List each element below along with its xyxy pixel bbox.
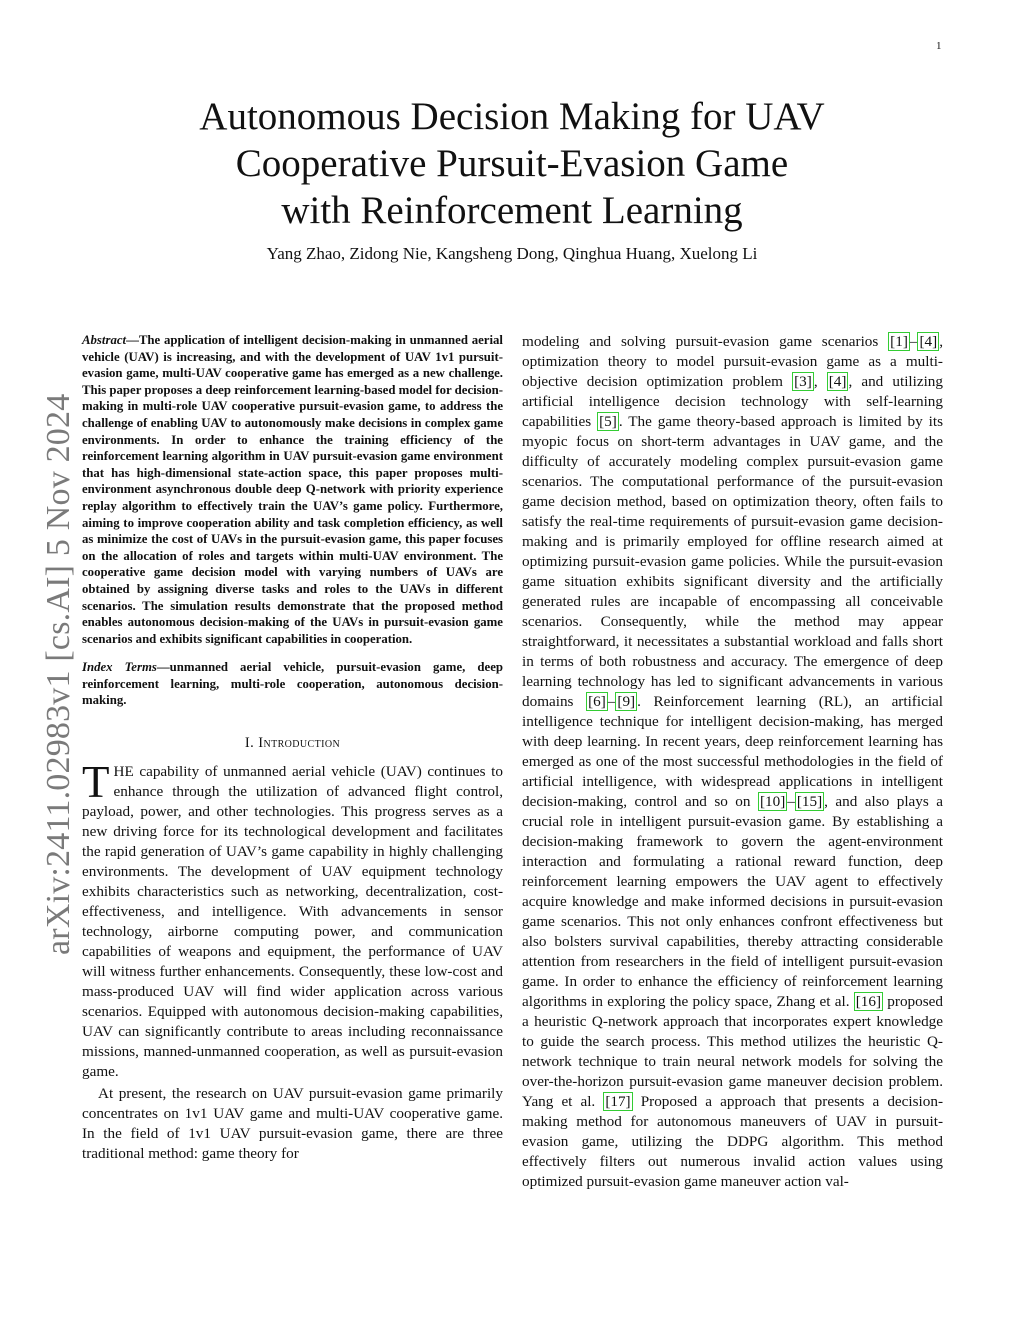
right-column: [522, 332, 943, 1192]
citation-link[interactable]: [16]: [855, 993, 882, 1010]
title-line-2: Cooperative Pursuit-Evasion Game: [235, 142, 789, 185]
citation-link[interactable]: [5]: [599, 413, 617, 430]
title-line-1: Autonomous Decision Making for UAV: [199, 95, 825, 138]
text-run: , and utilizing artificial intelligence decision technology with self-learning capabilities: [522, 373, 943, 430]
text-run: proposed a heuristic Q-network approach that incorporates expert knowledge to guide the search process. This method utilizes the heuristic Q-network technique to train neural network models for solving the over-the-horizon pursuit-evasion game maneuver decision problem. Yang et al.: [522, 993, 943, 1110]
abstract-text: —The application of intelligent decision-making in unmanned aerial vehicle (UAV) is increasing, and with the development of UAV 1v1 pursuit-evasion game, multi-UAV cooperative game has emerged as a new challenge. This paper proposes a deep reinforcement learning-based model for decision-making in multi-role UAV cooperative pursuit-evasion game, to address the challenge of enabling UAV to autonomously make decisions in complex game environments. In order to enhance the training efficiency of the reinforcement learning algorithm in UAV pursuit-evasion game environment that has high-dimensional state-action space, this paper proposes multi-environment asynchronous double deep Q-network with priority experience replay algorithm to effectively train the UAV’s game policy. Furthermore, aiming to improve cooperation ability and task completion efficiency, as well as minimize the cost of UAVs in the pursuit-evasion game, this paper focuses on the allocation of roles and targets within multi-UAV environment. The cooperative game decision model with varying numbers of UAVs are obtained by assigning diverse tasks and roles to the UAVs in different scenarios. The simulation results demonstrate that the proposed method enables autonomous decision-making of the UAVs in pursuit-evasion game scenarios and exhibits significant capabilities in cooperation.: [82, 333, 503, 646]
index-terms: [82, 659, 503, 709]
page-number: 1: [936, 40, 942, 52]
citation-link[interactable]: [4]: [919, 333, 938, 350]
paper-title: [130, 93, 894, 234]
intro-paragraph-2: At present, the research on UAV pursuit-evasion game primarily concentrates on 1v1 UAV game and multi-UAV cooperative game. In the field of 1v1 UAV pursuit-evasion game, there are three traditional method: game theory for: [82, 1085, 503, 1163]
citation-link[interactable]: [9]: [617, 693, 636, 710]
citation-link[interactable]: [6]: [588, 693, 606, 710]
citation-link[interactable]: [15]: [796, 793, 823, 810]
citation-link[interactable]: [3]: [794, 373, 812, 390]
arxiv-identifier: arXiv:2411.02983v1 [cs.AI] 5 Nov 2024: [40, 393, 77, 955]
title-line-3: with Reinforcement Learning: [281, 189, 743, 232]
intro-paragraph-1: [82, 757, 503, 1082]
drop-cap: T: [82, 757, 110, 808]
text-run: , and also plays a crucial role in intelligent pursuit-evasion game. By establishing a decision-making framework to govern the agent-environment interaction and formulating a rational reward function, deep reinforcement learning empowers the UAV agent to effectively acquire knowledge and make informed decisions in pursuit-evasion game scenarios. This not only enhances confront effectiveness but also bolsters survival capabilities, thereby attracting considerable attention from researchers in the field of intelligent pursuit-evasion game. In order to enhance the efficiency of reinforcement learning algorithms in exploring the policy space, Zhang et al.: [522, 793, 943, 1010]
text-run: Proposed a approach that presents a decision-making method for autonomous maneuvers of UAV in pursuit-evasion game, utilizing the DDPG algorithm. This method effectively filters out numerous invalid action values using optimized pursuit-evasion game maneuver action val-: [522, 1093, 943, 1190]
abstract-label: Abstract: [82, 333, 127, 347]
text-run: –: [787, 793, 795, 810]
text-run: . The game theory-based approach is limited by its myopic focus on short-term advantages in UAV game, and the difficulty of accurately modeling complex pursuit-evasion game scenarios. The computational performance of the pursuit-evasion game decision method, based on optimization theory, often fails to satisfy the real-time requirements of pursuit-evasion game decision-making and is primarily employed for offline research aimed at optimizing pursuit-evasion game policies. While the pursuit-evasion game situation exhibits significant diversity and the artificially generated rules are incapable of encompassing all conceivable scenarios. Consequently, while the method may appear straightforward, it necessitates a substantial workload and falls short in terms of both robustness and accuracy. The emergence of deep learning technology has led to significant advancements in various domains: [522, 413, 943, 710]
index-terms-label: Index Terms: [82, 660, 157, 675]
section-number: I.: [244, 735, 255, 752]
citation-link[interactable]: [10]: [759, 793, 786, 810]
right-column-text: [522, 332, 943, 1192]
index-terms-text: —unmanned aerial vehicle, pursuit-evasion game, deep reinforcement learning, multi-role cooperation, autonomous decision-making.: [82, 660, 503, 708]
text-run: –: [909, 333, 918, 350]
abstract: [82, 332, 503, 647]
text-run: , optimization theory to model pursuit-evasion game as a multi-objective decision optimization problem: [522, 333, 943, 390]
text-run: –: [607, 693, 616, 710]
citation-link[interactable]: [1]: [890, 333, 908, 350]
left-column: [82, 332, 503, 1164]
section-heading: [82, 735, 503, 752]
text-run: . Reinforcement learning (RL), an artificial intelligence technique for intelligent decision-making, has merged with deep learning. In recent years, deep reinforcement learning has emerged as one of the most successful methodologies in the field of artificial intelligence, with widespread applications in intelligent decision-making, control and so on: [522, 693, 944, 810]
citation-link[interactable]: [17]: [605, 1093, 631, 1110]
author-list: Yang Zhao, Zidong Nie, Kangsheng Dong, Qinghua Huang, Xuelong Li: [266, 244, 758, 263]
citation-link[interactable]: [4]: [828, 373, 847, 390]
intro-paragraph-1-text: HE capability of unmanned aerial vehicle (UAV) continues to enhance through the utilization of advanced flight control, payload, power, and other technologies. This progress serves as a new driving force for its technological development and facilitates the rapid generation of UAV’s game capability in highly challenging environments. The development of UAV equipment technology exhibits characteristics such as networking, decentralization, cost-effectiveness, and intelligence. With advancements in sensor technology, airborne computing power, and communication capabilities of weapons and equipment, the performance of UAV will witness further enhancements. Consequently, these low-cost and mass-produced UAV will find wider application across various scenarios. Equipped with autonomous decision-making capabilities, UAV can significantly contribute to areas including reconnaissance missions, manned-unmanned cooperation, as well as pursuit-evasion game.: [82, 763, 503, 1081]
text-run: ,: [813, 373, 827, 390]
text-run: modeling and solving pursuit-evasion game scenarios: [522, 333, 889, 350]
section-title: Introduction: [258, 735, 341, 752]
